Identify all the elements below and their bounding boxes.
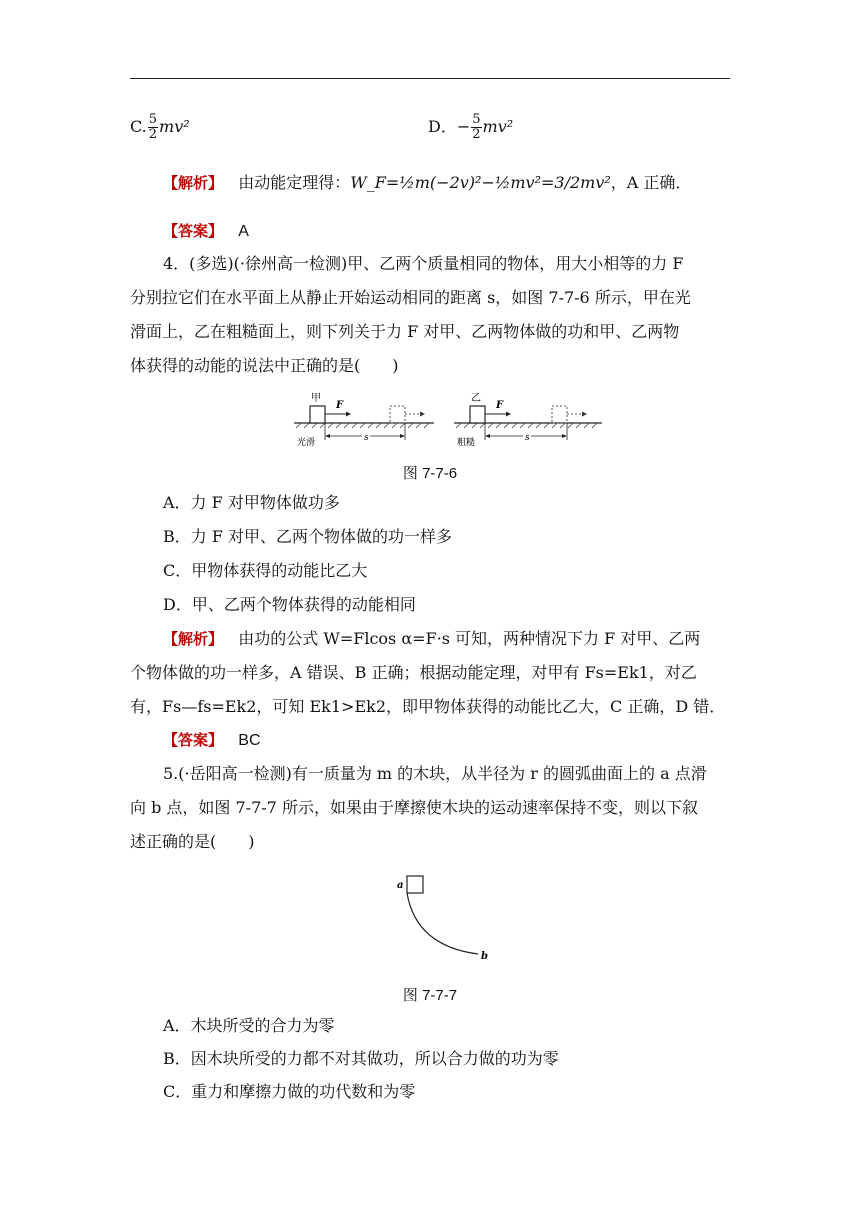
right-ground <box>454 423 602 428</box>
point-b-label: b <box>481 951 488 962</box>
right-distance-label: s <box>525 433 530 443</box>
q5-line-1: 5.(·岳阳高一检测)有一质量为 m 的木块，从半径为 r 的圆弧曲面上的 a 点滑 <box>163 764 707 783</box>
point-a-label: a <box>397 880 404 891</box>
header-rule <box>130 78 730 79</box>
right-block <box>470 406 485 423</box>
q4-answer: 【答案】 BC <box>163 731 261 749</box>
left-force-label: F <box>336 400 344 411</box>
left-body-label: 甲 <box>311 393 321 404</box>
q5-option-b: B．因木块所受的力都不对其做功，所以合力做的功为零 <box>163 1049 559 1068</box>
left-distance-label: s <box>364 433 369 443</box>
q4-analysis-line-3: 有，Fs—fs=Ek2，可知 Ek1>Ek2，即甲物体获得的动能比乙大，C 正确，D 错． <box>130 697 726 716</box>
left-ground <box>294 423 434 428</box>
q5-line-2: 向 b 点，如图 7-7-7 所示，如果由于摩擦使木块的运动速率保持不变，则以下叙 <box>130 798 698 817</box>
q4-option-d: D．甲、乙两个物体获得的动能相同 <box>163 595 416 614</box>
q4-line-2: 分别拉它们在水平面上从静止开始运动相同的距离 s，如图 7-7-6 所示，甲在光 <box>130 288 691 307</box>
figure-7-7-6 <box>294 390 604 450</box>
q4-option-c: C．甲物体获得的动能比乙大 <box>163 561 368 580</box>
q4-line-1: 4．(多选)(·徐州高一检测)甲、乙两个质量相同的物体，用大小相等的力 F <box>163 254 684 273</box>
q5-option-c: C．重力和摩擦力做的功代数和为零 <box>163 1082 416 1101</box>
option-c: C. $\frac{5}{2}$ mv² <box>130 112 190 142</box>
right-force-label: F <box>496 400 504 411</box>
q4-analysis-line-2: 个物体做的功一样多，A 错误、B 正确；根据动能定理，对甲有 Fs=Ek1，对乙 <box>130 663 697 682</box>
figure-7-7-7-caption: 图 7-7-7 <box>402 987 458 1004</box>
right-body-label: 乙 <box>471 393 481 404</box>
left-surface-label: 光滑 <box>297 438 316 448</box>
right-surface-label: 粗糙 <box>457 438 476 448</box>
figure-7-7-7 <box>390 868 500 968</box>
q4-option-a: A．力 F 对甲物体做功多 <box>163 493 340 512</box>
wood-block <box>407 876 423 893</box>
q4-analysis-line-1: 【解析】 由功的公式 W=Flcos α=F·s 可知，两种情况下力 F 对甲、乙两 <box>163 629 701 648</box>
arc-surface <box>407 893 478 954</box>
left-block <box>310 406 325 423</box>
q3-answer: 【答案】 A <box>163 222 249 240</box>
q5-option-a: A．木块所受的合力为零 <box>163 1016 335 1035</box>
q5-line-3: 述正确的是( ) <box>130 832 255 851</box>
q3-analysis: 【解析】 由动能定理得：W_F=½m(−2v)²−½mv²=3/2mv²，A 正确． <box>163 173 692 192</box>
q4-option-b: B．力 F 对甲、乙两个物体做的功一样多 <box>163 527 453 546</box>
figure-7-7-6-caption: 图 7-7-6 <box>402 465 458 482</box>
q4-line-3: 滑面上，乙在粗糙面上，则下列关于力 F 对甲、乙两物体做的功和甲、乙两物 <box>130 322 680 341</box>
option-d: D．− $\frac{5}{2}$ mv² <box>428 112 514 142</box>
q4-line-4: 体获得的动能的说法中正确的是( ) <box>130 356 399 375</box>
left-block-final <box>390 406 405 423</box>
right-block-final <box>552 406 567 423</box>
